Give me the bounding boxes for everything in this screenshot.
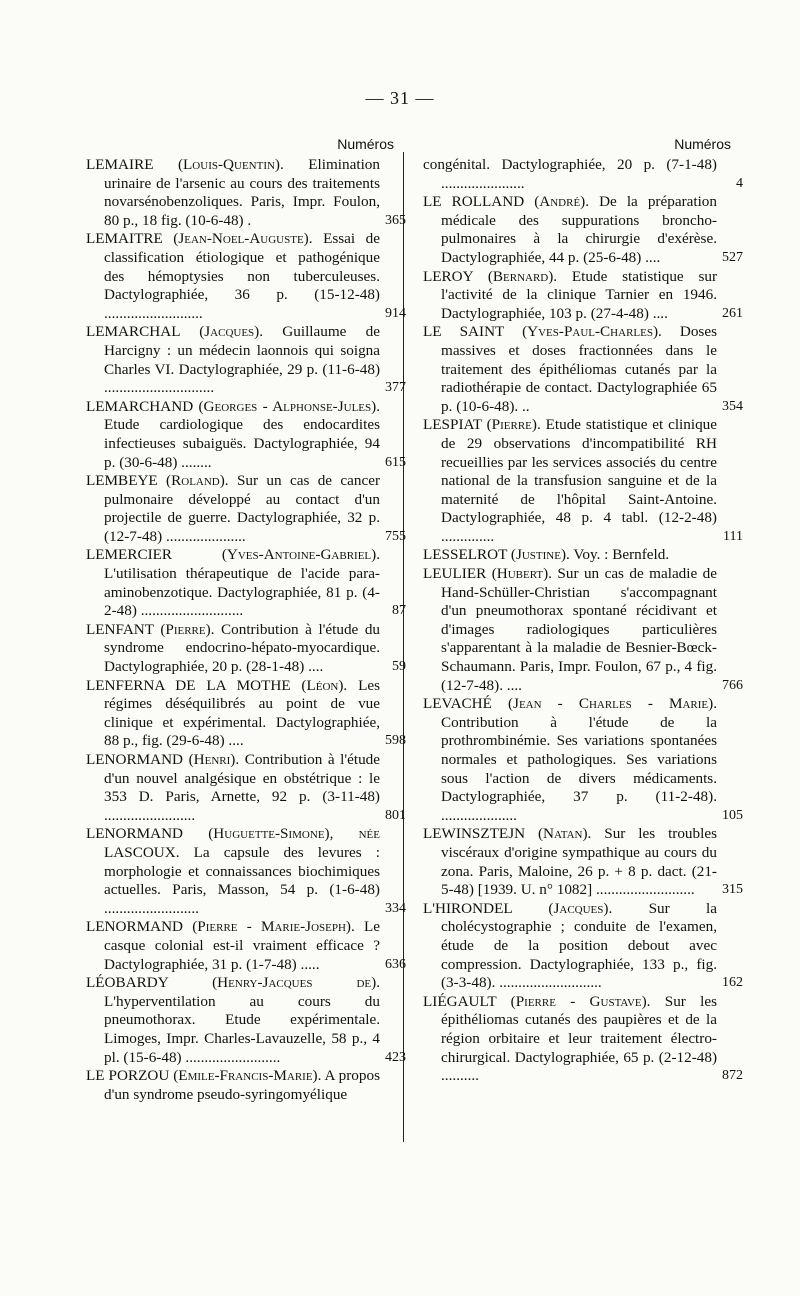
entry-text: Contribution à l'étude d'un nouvel analgésique en obstétrique : le 353 D. Paris, Arnette, 92 p. (3-11-48) ........................ <box>104 751 381 824</box>
entry-number: 4 <box>736 175 743 191</box>
entry-number: 354 <box>722 398 743 414</box>
author-name: LEMERCIER (Yves-Antoine-Gabriel). <box>86 546 380 564</box>
entry-number: 111 <box>723 528 743 544</box>
entry-number: 872 <box>722 1068 743 1084</box>
entry-number: 315 <box>722 882 743 898</box>
index-entry <box>86 472 406 546</box>
index-entry <box>86 974 406 1067</box>
author-name: LE PORZOU (Emile-Francis-Marie). <box>86 1067 322 1085</box>
index-entry <box>86 323 406 397</box>
index-entry <box>86 156 406 230</box>
entry-text: Les régimes déséquilibrés au point de vue clinique et expérimental. Dactylographiée, 88 p., fig. (29-6-48) .... <box>104 676 380 750</box>
index-entry <box>423 695 743 825</box>
index-entry <box>86 825 406 918</box>
author-name: LENFERNA DE LA MOTHE (Léon). <box>86 676 348 694</box>
author-name: LESSELROT (Justine). <box>423 546 570 564</box>
index-entry <box>423 323 743 416</box>
index-entry <box>86 546 406 620</box>
entry-text: La capsule des levures : morphologie et connaissances biochimiques actuelles. Paris, Masson, 54 p. (1-6-48) ......................... <box>104 843 380 917</box>
index-entry <box>423 193 743 267</box>
page-number: — 31 — <box>365 88 435 108</box>
entry-number: 755 <box>385 528 406 544</box>
author-name: LIÉGAULT (Pierre - Gustave). <box>423 992 651 1010</box>
index-entry <box>423 825 743 899</box>
entry-text: A propos d'un syndrome pseudo-syringomyélique <box>104 1067 380 1103</box>
entry-number: 914 <box>385 305 406 321</box>
index-entry <box>423 899 743 993</box>
entry-number: 636 <box>385 956 406 972</box>
entry-number: 105 <box>722 807 743 823</box>
column-header: Numéros <box>337 136 394 152</box>
index-entry <box>423 992 743 1086</box>
author-name: LEMBEYE (Roland). <box>86 472 229 490</box>
author-name: LENORMAND (Henri). <box>86 751 240 768</box>
entry-text: Etude cardiologique des endocardites infectieuses subaiguës. Dactylographiée, 94 p. (30-6-48) ........ <box>104 416 380 471</box>
index-entry <box>86 230 406 323</box>
entry-number: 87 <box>392 603 406 619</box>
right-column <box>423 136 743 1086</box>
entry-text: Sur les troubles viscéraux d'origine sympathique au cours du zona. Paris, Maloine, 26 p. + 8 p. dact. (21-5-48) [1939. U. n° 1082] .......................... <box>441 825 717 899</box>
entry-number: 527 <box>722 249 743 265</box>
entry-number: 162 <box>722 975 743 991</box>
entry-text: Voy. : Bernfeld. <box>573 546 670 564</box>
author-name: LENFANT (Pierre). <box>86 620 215 638</box>
author-name: LEMARCHAND (Georges - Alphonse-Jules). <box>86 397 380 415</box>
author-name: LESPIAT (Pierre). <box>423 416 541 434</box>
index-entry <box>423 416 743 546</box>
author-name: LEMAIRE (Louis-Quentin). <box>86 156 284 173</box>
index-entry <box>86 751 406 825</box>
author-name: LE ROLLAND (André). <box>423 193 590 211</box>
left-column <box>86 136 406 1104</box>
index-entry <box>86 1067 380 1104</box>
entry-number: 59 <box>392 659 406 675</box>
author-name: LEWINSZTEJN (Natan). <box>423 825 592 843</box>
entry-number: 334 <box>385 900 406 916</box>
entry-text: Sur un cas de maladie de Hand-Schüller-Christian s'accompagnant d'un pneumothorax spontané récidivant et d'images radiologiques particulières s'apparentant à la maladie de Besnier-Bœck-Schaumann. Paris, Impr. Foulon, 67 p., 4 fig. (12-7-48). .... <box>441 565 718 694</box>
entry-text: Guillaume de Harcigny : un médecin laonnois qui soigna Charles VI. Dactylographiée, 29 p. (11-6-48) ............................. <box>104 323 381 397</box>
index-entry <box>86 676 406 751</box>
entry-text: congénital. Dactylographiée, 20 p. (7-1-48) ...................... <box>423 156 717 192</box>
column-header: Numéros <box>674 136 731 152</box>
entry-number: 423 <box>385 1049 406 1065</box>
author-name: LÉOBARDY (Henry-Jacques de). <box>86 974 380 992</box>
entry-number: 261 <box>722 305 743 321</box>
author-name: LENORMAND (Pierre - Marie-Joseph). <box>86 918 355 936</box>
entry-number: 615 <box>385 454 406 470</box>
index-entry <box>423 546 717 565</box>
author-name: LEVACHÉ (Jean - Charles - Marie). <box>423 695 717 713</box>
index-entry <box>423 565 743 695</box>
entry-text: Etude statistique et clinique de 29 observations d'incompatibilité RH recueillies par les services associés du centre national de la transfusion sanguine et de la maternité de l'hôpital Saint-Antoine. Dactylographiée, 48 p. 4 tabl. (12-2-48) .............. <box>441 416 717 545</box>
author-name: L'HIRONDEL (Jacques). <box>423 899 613 917</box>
entry-text: Sur un cas de cancer pulmonaire développé au contact d'un projectile de guerre. Dactylographiée, 32 p. (12-7-48) ..................... <box>104 472 381 545</box>
entry-text: Etude statistique sur l'activité de la clinique Tarnier en 1946. Dactylographiée, 103 p. (27-4-48) .... <box>441 267 718 322</box>
entry-text: L'utilisation thérapeutique de l'acide para-aminobenzotique. Dactylographiée, 81 p. (4-2-48) ........................... <box>104 565 380 620</box>
entry-text: Contribution à l'étude du syndrome endocrino-hépato-myocardique. Dactylographiée, 20 p. (28-1-48) .... <box>104 620 381 676</box>
entry-text: Sur les épithéliomas cutanés des paupières et de la région orbitaire et leur traitement électro-chirurgical. Dactylographiée, 65 p. (2-12-48) .......... <box>441 992 718 1085</box>
index-entry <box>423 267 743 324</box>
index-entry <box>423 156 743 193</box>
entry-text: Essai de classification étiologique et pathogénique des hémoptysies non tuberculeuses. Dactylographiée, 36 p. (15-12-48) .......................... <box>104 230 380 322</box>
entry-text: Sur la cholécystographie ; conduite de l'examen, étude de la position debout avec compression. Dactylographiée, 133 p., fig. (3-3-48). ........................... <box>441 899 717 992</box>
author-name: LE SAINT (Yves-Paul-Charles). <box>423 323 662 341</box>
author-name: LEMAITRE (Jean-Noel-Auguste). <box>86 230 313 248</box>
entry-text: Le casque colonial est-il vraiment efficace ? Dactylographiée, 31 p. (1-7-48) ..... <box>104 918 381 973</box>
index-entry <box>86 620 406 677</box>
author-name: LEROY (Bernard). <box>423 267 558 285</box>
author-name: LENORMAND (Huguette-Simone), née LASCOUX. <box>86 825 380 861</box>
author-name: LEMARCHAL (Jacques). <box>86 323 264 341</box>
entry-number: 377 <box>385 380 406 396</box>
entry-text: Elimination urinaire de l'arsenic au cours des traitements novarsénobenzoliques. Paris, Impr. Foulon, 80 p., 18 fig. (10-6-48) . <box>104 156 380 229</box>
entry-text: Doses massives et doses fractionnées dans le traitement des épithéliomas cutanés par la radiothérapie de contact. Dactylographiée 65 p. (10-6-48). .. <box>441 323 717 415</box>
entry-text: L'hyperventilation au cours du pneumothorax. Etude expérimentale. Limoges, Impr. Charles-Lavauzelle, 58 p., 4 pl. (15-6-48) ......................... <box>104 992 380 1066</box>
entry-number: 365 <box>385 212 406 228</box>
entry-number: 766 <box>722 677 743 693</box>
index-entry <box>86 397 406 472</box>
entry-text: De la préparation médicale des suppurations broncho-pulmonaires à la chirurgie d'exérèse. Dactylographiée, 44 p. (25-6-48) .... <box>441 193 717 266</box>
index-entry <box>86 918 406 974</box>
entry-text: Contribution à l'étude de la prothrombinémie. Ses variations spontanées normales et pathologiques. Ses variations sous l'action de divers médicaments. Dactylographiée, 37 p. (11-2-48). .................... <box>441 713 717 824</box>
column-divider <box>403 152 404 1142</box>
author-name: LEULIER (Hubert). <box>423 565 552 583</box>
entry-number: 598 <box>385 733 406 749</box>
entry-number: 801 <box>385 807 406 823</box>
